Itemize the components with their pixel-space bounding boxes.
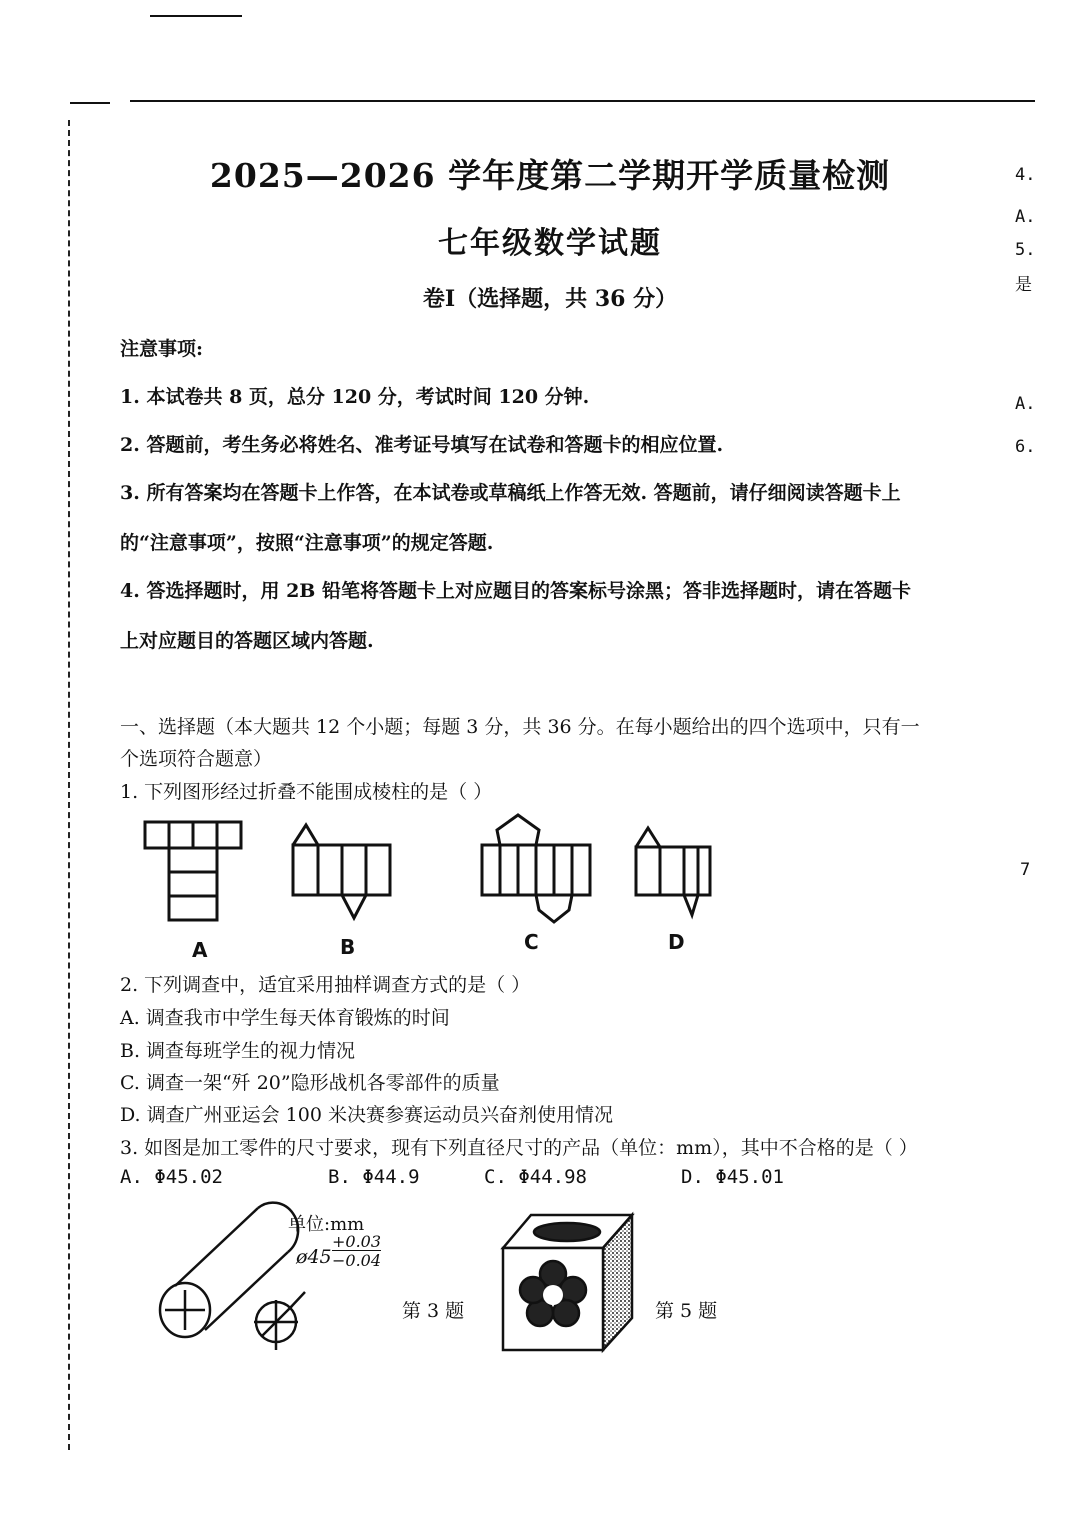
margin-item-7: 7: [1020, 860, 1031, 880]
note-4b: 上对应题目的答题区域内答题.: [120, 630, 374, 652]
q1-label-c: C: [524, 930, 539, 954]
q5-caption: 第 5 题: [655, 1300, 718, 1322]
exam-subtitle: 七年级数学试题: [438, 226, 662, 261]
part-title: 卷Ⅰ（选择题，共 36 分）: [422, 286, 678, 312]
margin-item-5: A.: [1015, 394, 1036, 414]
q3-tol-lower: −0.04: [332, 1251, 382, 1270]
q1-label-d: D: [668, 930, 685, 954]
q3-option-b: B. Φ44.9: [328, 1166, 420, 1188]
q1-label-a: A: [192, 938, 208, 962]
q3-stem: 3. 如图是加工零件的尺寸要求，现有下列直径尺寸的产品（单位：mm），其中不合格的是（ ）: [120, 1137, 918, 1159]
note-4a: 4. 答选择题时，用 2B 铅笔将答题卡上对应题目的答案标号涂黑；答非选择题时，请在答题卡: [120, 580, 911, 602]
q1-stem: 1. 下列图形经过折叠不能围成棱柱的是（ ）: [120, 781, 493, 803]
q3-option-a: A. Φ45.02: [120, 1166, 223, 1188]
note-3b: 的“注意事项”，按照“注意事项”的规定答题.: [120, 532, 494, 554]
q3-unit: 单位:mm: [288, 1214, 365, 1235]
q1-label-b: B: [340, 935, 356, 959]
q3-dim-base: ø45: [296, 1246, 332, 1268]
q3-tol-upper: +0.03: [332, 1232, 382, 1251]
q2-option-d: D. 调查广州亚运会 100 米决赛参赛运动员兴奋剂使用情况: [120, 1104, 613, 1126]
margin-item-4: 是: [1015, 275, 1032, 295]
q3-option-c: C. Φ44.98: [484, 1166, 587, 1188]
q2-stem: 2. 下列调查中，适宜采用抽样调查方式的是（ ）: [120, 974, 531, 996]
margin-item-2: A.: [1015, 207, 1036, 227]
margin-item-6: 6.: [1015, 437, 1036, 457]
note-3a: 3. 所有答案均在答题卡上作答，在本试卷或草稿纸上作答无效. 答题前，请仔细阅读答题卡上: [120, 482, 901, 504]
q2-option-b: B. 调查每班学生的视力情况: [120, 1040, 356, 1062]
section1-line1: 一、选择题（本大题共 12 个小题；每题 3 分，共 36 分。在每小题给出的四个选项中，只有一: [120, 716, 920, 738]
margin-item-3: 5.: [1015, 240, 1036, 260]
section1-line2: 个选项符合题意）: [120, 748, 273, 770]
q3-caption: 第 3 题: [402, 1300, 465, 1322]
note-1: 1. 本试卷共 8 页，总分 120 分，考试时间 120 分钟.: [120, 386, 590, 408]
notes-heading: 注意事项:: [120, 338, 204, 360]
q3-option-d: D. Φ45.01: [681, 1166, 784, 1188]
q2-option-c: C. 调查一架“歼 20”隐形战机各零部件的质量: [120, 1072, 500, 1094]
margin-item-1: 4.: [1015, 165, 1036, 185]
note-2: 2. 答题前，考生务必将姓名、准考证号填写在试卷和答题卡的相应位置.: [120, 434, 724, 456]
q2-option-a: A. 调查我市中学生每天体育锻炼的时间: [120, 1007, 450, 1029]
exam-title: 2025—2026 学年度第二学期开学质量检测: [209, 156, 891, 195]
